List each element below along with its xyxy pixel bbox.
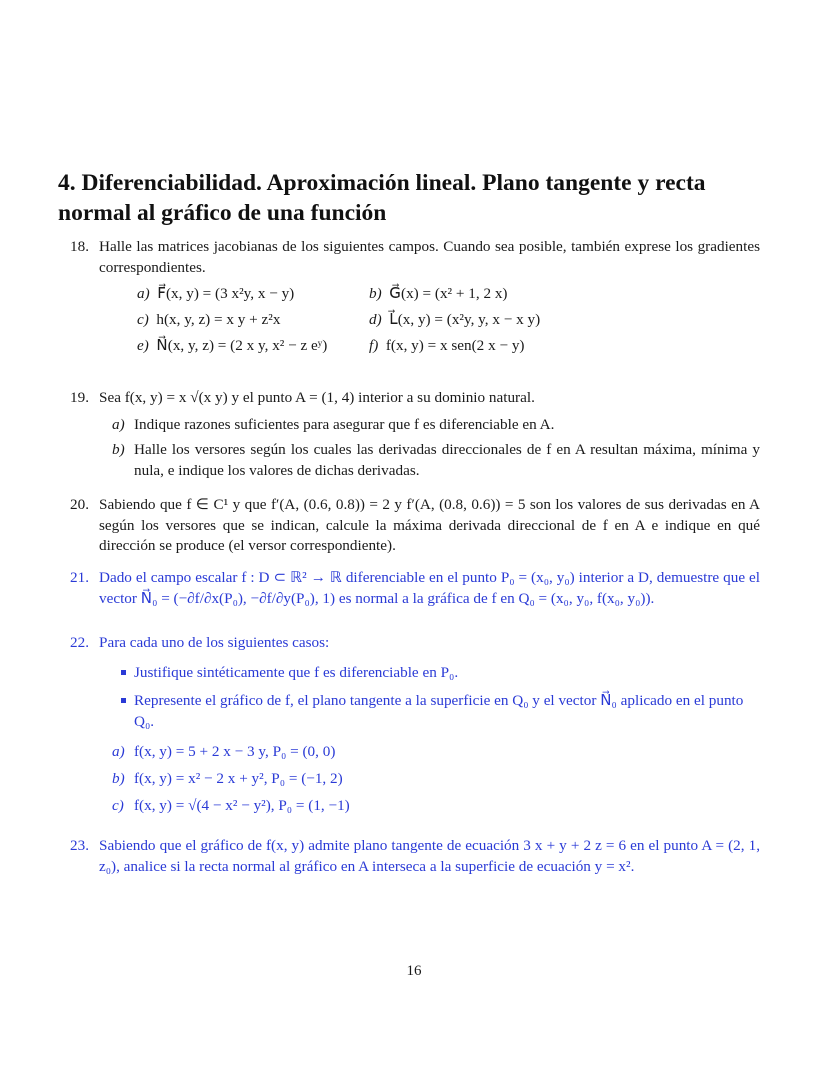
exercise-22 [70, 633, 760, 823]
item-label: c) [112, 797, 124, 814]
exercise-statement: Dado el campo escalar f : D ⊂ ℝ² → ℝ diferenciable en el punto P₀ = (x₀, y₀) interior a D, demuestre que el vector N⃗₀ = (−∂f/∂x(P₀), −∂f/∂y(P₀), 1) es normal a la gráfica de f en Q₀ = (x₀, y₀, f(x₀, y₀)). [99, 569, 760, 607]
exercise-statement: Sea f(x, y) = x √(x y) y el punto A = (1, 4) interior a su dominio natural. [99, 389, 535, 406]
item-expr: f(x, y) = x sen(2 x − y) [385, 337, 525, 354]
bullet-icon [121, 670, 126, 675]
item-expr: f(x, y) = √(4 − x² − y²), P₀ = (1, −1) [134, 797, 350, 814]
exercise-number: 19. [70, 389, 89, 406]
exercise-statement: Sabiendo que el gráfico de f(x, y) admite plano tangente de ecuación 3 x + y + 2 z = 6 en el punto A = (2, 1, z₀), analice si la recta normal al gráfico en A interseca a la superficie de ecuación y = x². [99, 837, 760, 875]
exercise-number: 23. [70, 837, 89, 854]
item-label: b) G⃗(x) = (x² + 1, 2 x) [369, 285, 508, 302]
exercise-statement: Halle las matrices jacobianas de los siguientes campos. Cuando sea posible, también exprese los gradientes correspondientes. [99, 238, 760, 276]
bullet-icon [121, 698, 126, 703]
exercise-21 [70, 568, 760, 609]
exercise-number: 18. [70, 238, 89, 255]
bullet-item: Represente el gráfico de f, el plano tangente a la superficie en Q₀ y el vector N⃗₀ aplicado en el punto Q₀. [104, 691, 760, 732]
exercise-22-items [112, 742, 760, 823]
exercise-18 [70, 237, 760, 362]
item-label: d) L⃗(x, y) = (x²y, y, x − x y) [369, 311, 541, 328]
item-expr: f(x, y) = 5 + 2 x − 3 y, P₀ = (0, 0) [134, 743, 336, 760]
item-expr: L⃗(x, y) = (x²y, y, x − x y) [389, 311, 541, 328]
exercise-number: 21. [70, 569, 89, 586]
exercise-18-items [99, 284, 760, 362]
item-label: a) [112, 743, 125, 760]
item-expr: N⃗(x, y, z) = (2 x y, x² − z eʸ) [156, 337, 328, 354]
item-label: b) [112, 770, 125, 787]
bullet-item: Justifique sintéticamente que f es diferenciable en P₀. [104, 663, 760, 684]
bullet-list [70, 663, 760, 733]
item-expr: f(x, y) = x² − 2 x + y², P₀ = (−1, 2) [134, 770, 343, 787]
item-label: a) F⃗(x, y) = (3 x²y, x − y) [137, 285, 295, 302]
item-label: f) f(x, y) = x sen(2 x − y) [369, 337, 525, 354]
item-label: c) h(x, y, z) = x y + z²x [137, 311, 281, 328]
item-expr: F⃗(x, y) = (3 x²y, x − y) [157, 285, 295, 302]
exercise-number: 22. [70, 634, 89, 651]
exercise-23 [70, 836, 760, 877]
item-label: b) [112, 441, 125, 458]
page-number: 16 [406, 963, 422, 979]
section-title: 4. Diferenciabilidad. Aproximación lineal. Plano tangente y recta normal al gráfico de una función [58, 170, 706, 226]
exercise-20 [70, 495, 760, 557]
item-expr: G⃗(x) = (x² + 1, 2 x) [389, 285, 508, 302]
item-expr: h(x, y, z) = x y + z²x [156, 311, 281, 328]
item-text: Indique razones suficientes para asegurar que f es diferenciable en A. [134, 415, 555, 433]
exercise-19 [70, 388, 760, 481]
exercise-statement: Para cada uno de los siguientes casos: [99, 634, 330, 651]
item-label: a) [112, 415, 125, 433]
exercise-number: 20. [70, 496, 89, 513]
item-text: Halle los versores según los cuales las derivadas direccionales de f en A resultan máxima, mínima y nula, e indique los valores de dichas derivadas. [134, 441, 760, 479]
exercise-statement: Sabiendo que f ∈ C¹ y que f′(A, (0.6, 0.8)) = 2 y f′(A, (0.8, 0.6)) = 5 son los valores de sus derivadas en A según los versores que se indican, calcule la máxima derivada direccional de f en A e indique en qué dirección se produce (el versor correspondiente). [99, 496, 760, 554]
exercise-19-items [112, 415, 760, 482]
item-label: e) N⃗(x, y, z) = (2 x y, x² − z eʸ) [137, 337, 328, 354]
